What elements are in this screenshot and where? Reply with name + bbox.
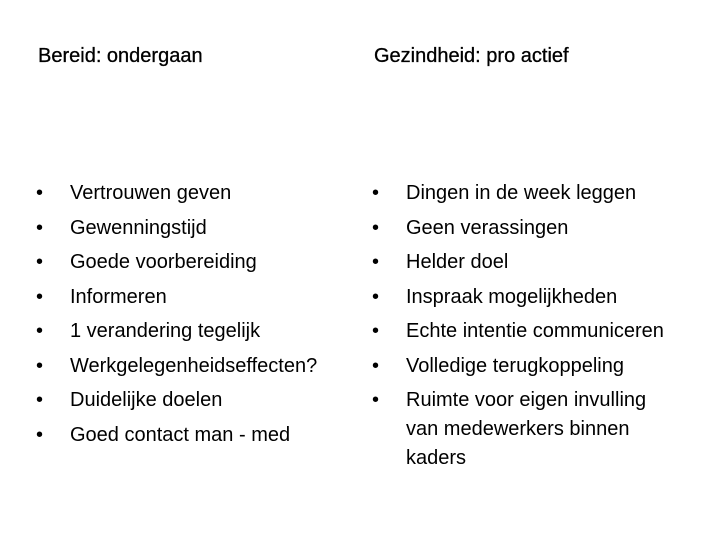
list-item (372, 383, 670, 473)
bullet-icon: • (36, 182, 44, 204)
list-item (36, 418, 317, 453)
bullet-icon: • (36, 216, 44, 239)
list-item-text: Goede voorbereiding (70, 251, 257, 273)
list-item-text: 1 verandering tegelijk (70, 320, 261, 342)
bullet-icon: • (36, 423, 44, 446)
list-item-text: Informeren (70, 285, 167, 308)
list-item (372, 245, 670, 280)
list-item-text: Werkgelegenheidseffecten? (70, 354, 318, 377)
list-item (36, 349, 317, 384)
bullet-icon: • (372, 182, 380, 204)
list-item (36, 383, 317, 418)
left-bullet-list (36, 176, 317, 452)
list-item-text: Echte intentie communiceren (406, 320, 664, 342)
list-item-text: Duidelijke doelen (70, 389, 223, 411)
list-item-text: Inspraak mogelijkheden (406, 285, 618, 308)
list-item (36, 314, 317, 349)
right-heading: Gezindheid: pro actief (374, 45, 569, 67)
bullet-icon: • (36, 389, 44, 411)
bullet-icon: • (36, 354, 44, 377)
bullet-icon: • (372, 320, 380, 342)
right-bullet-list (372, 176, 670, 473)
bullet-icon: • (372, 389, 380, 411)
bullet-icon: • (372, 285, 380, 308)
list-item (372, 176, 670, 211)
list-item (372, 314, 670, 349)
left-heading: Bereid: ondergaan (38, 45, 203, 67)
bullet-icon: • (372, 216, 380, 239)
list-item-text: Gewenningstijd (70, 216, 207, 239)
list-item-text: Geen verassingen (406, 216, 569, 239)
bullet-icon: • (372, 251, 380, 273)
list-item-text: Volledige terugkoppeling (406, 354, 624, 377)
bullet-icon: • (372, 354, 380, 377)
list-item-text: Dingen in de week leggen (406, 182, 637, 204)
list-item (36, 176, 317, 211)
list-item-text: Vertrouwen geven (70, 182, 232, 204)
list-item (372, 211, 670, 246)
list-item-text: Goed contact man - med (70, 423, 291, 446)
bullet-icon: • (36, 251, 44, 273)
bullet-icon: • (36, 285, 44, 308)
list-item (36, 245, 317, 280)
list-item (36, 211, 317, 246)
list-item-text: Ruimte voor eigen invulling van medewerkers binnen kaders (406, 389, 647, 469)
list-item (372, 280, 670, 315)
list-item (36, 280, 317, 315)
bullet-icon: • (36, 320, 44, 342)
list-item-text: Helder doel (406, 251, 509, 273)
list-item (372, 349, 670, 384)
